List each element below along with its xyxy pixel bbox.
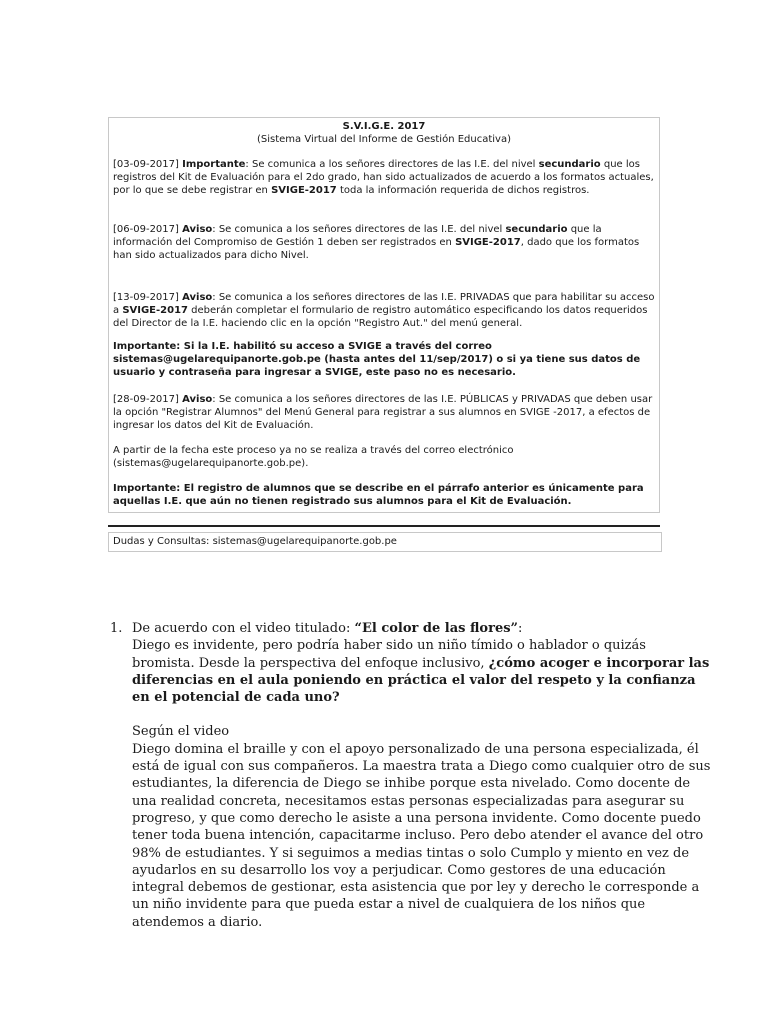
notice-date: [28-09-2017] <box>113 394 179 405</box>
contact-text: Dudas y Consultas: sistemas@ugelarequipanorte.gob.pe <box>113 536 397 547</box>
notice-date: [06-09-2017] <box>113 224 179 235</box>
spacer <box>132 706 712 723</box>
notice-label: Aviso <box>182 292 213 303</box>
notice-paragraph-2: [06-09-2017] Aviso: Se comunica a los señores directores de las I.E. del nivel secundario que la información del Compromiso de Gestión 1 deben ser registrados en SVIGE-2017, dado que los formatos han sido actualizados para dicho Nivel. <box>113 224 640 261</box>
notice-date: [03-09-2017] <box>113 159 179 170</box>
notice-label: Importante <box>182 159 246 170</box>
list-number: 1. <box>110 621 123 636</box>
question-text: Diego es invidente, pero podría haber sido un niño tímido o hablador o quizás bromista. Desde la perspectiva del enfoque inclusivo, ¿cómo acoger e incorporar las diferencias en el aula poniendo en práctica el valor del respeto y la confianza en el potencial de cada uno? <box>132 638 710 706</box>
notice-label: Aviso <box>182 394 213 405</box>
notice-label: Aviso <box>182 224 213 235</box>
notice-title: S.V.I.G.E. 2017 <box>342 121 426 132</box>
contact-box <box>108 532 662 552</box>
question-bold: ¿cómo acoger e incorporar las diferencias en el aula poniendo en práctica el valor del respeto y la confianza en el potencial de cada uno? <box>132 655 710 706</box>
notice-paragraph-7: Importante: El registro de alumnos que se describe en el párrafo anterior es únicamente para aquellas I.E. que aún no tienen registrado sus alumnos para el Kit de Evaluación. <box>113 483 644 507</box>
notice-date: [13-09-2017] <box>113 292 179 303</box>
divider-rule <box>108 525 660 527</box>
notice-subtitle: (Sistema Virtual del Informe de Gestión Educativa) <box>256 134 511 145</box>
notice-paragraph-5: [28-09-2017] Aviso: Se comunica a los señores directores de las I.E. PÚBLICAS y PRIVADAS que deben usar la opción "Registrar Alumnos" del Menú General para registrar a sus alumnos en SVIGE -2017, a efectos de ingresar los datos del Kit de Evaluación. <box>113 394 653 431</box>
notice-paragraph-1: [03-09-2017] Importante: Se comunica a los señores directores de las I.E. del nivel secundario que los registros del Kit de Evaluación para el 2do grado, han sido actualizados de acuerdo a los formatos actuales, por lo que se debe registrar en SVIGE-2017 toda la información requerida de dichos registros. <box>113 159 654 196</box>
notice-paragraph-3: [13-09-2017] Aviso: Se comunica a los señores directores de las I.E. PRIVADAS que para habilitar su acceso a SVIGE-2017 deberán completar el formulario de registro automático especificando los datos requeridos del Director de la I.E. haciendo clic en la opción "Registro Aut." del menú general. <box>113 292 655 329</box>
notice-box <box>108 117 660 513</box>
video-title: “El color de las flores” <box>354 621 519 636</box>
question-intro: De acuerdo con el video titulado: “El color de las flores”: <box>132 621 523 636</box>
answer-subheading: Según el video <box>132 724 230 740</box>
answer-text: Diego domina el braille y con el apoyo personalizado de una persona especializada, él está de igual con sus compañeros. La maestra trata a Diego como cualquier otro de sus estudiantes, la diferencia de Diego se inhibe porque esta nivelado. Como docente de una realidad concreta, necesitamos estas personas especializadas para asegurar su progreso, y que como derecho le asiste a una persona invidente. Como docente puedo tener toda buena intención, capacitarme incluso. Pero debo atender el avance del otro 98% de estudiantes. Y si seguimos a medias tintas o solo Cumplo y miento en vez de ayudarlos en su desarrollo los voy a perjudicar. Como gestores de una educación integral debemos de gestionar, esta asistencia que por ley y derecho le corresponde a un niño invidente para que pueda estar a nivel de cualquiera de los niños que atendemos a diario. <box>132 741 711 930</box>
notice-paragraph-4: Importante: Si la I.E. habilitó su acceso a SVIGE a través del correo sistemas@ugelarequipanorte.gob.pe (hasta antes del 11/sep/2017) o si ya tiene sus datos de usuario y contraseña para ingresar a SVIGE, este paso no es necesario. <box>113 341 641 378</box>
essay-body <box>132 620 712 931</box>
notice-paragraph-6: A partir de la fecha este proceso ya no se realiza a través del correo electrónico (sistemas@ugelarequipanorte.gob.pe). <box>113 445 514 469</box>
